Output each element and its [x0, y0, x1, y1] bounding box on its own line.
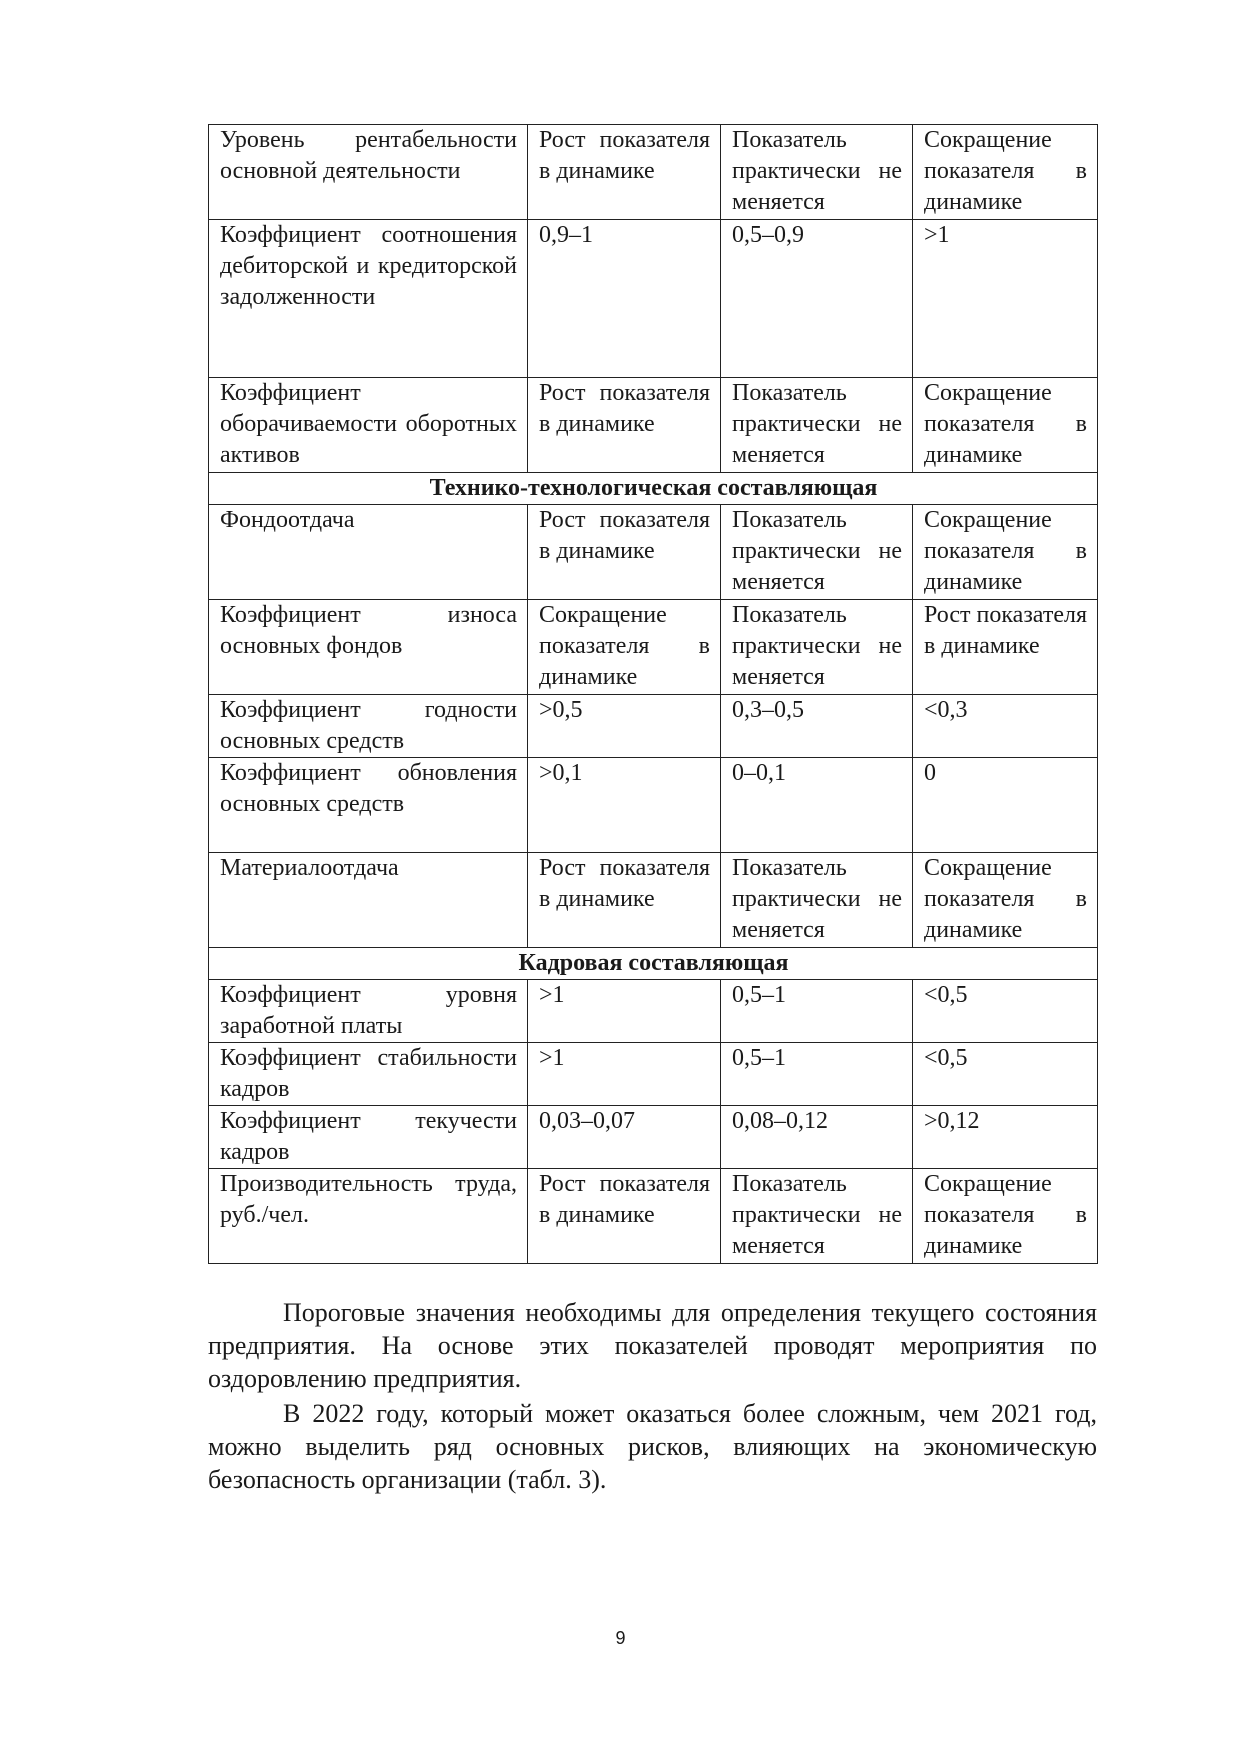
threshold-precrisis: 0,5–1 — [721, 1043, 913, 1106]
indicator-name: Фондоотдача — [209, 505, 528, 600]
threshold-crisis: 0 — [913, 758, 1098, 853]
threshold-normal: >0,1 — [528, 758, 721, 853]
body-paragraph: В 2022 году, который может оказаться более сложным, чем 2021 год, можно выделить ряд основных рисков, влияющих на экономическую безопасность организации (табл. 3). — [208, 1399, 1097, 1494]
threshold-precrisis: Показатель практически не меняется — [721, 853, 913, 948]
indicator-name: Коэффициент износа основных фондов — [209, 600, 528, 695]
threshold-precrisis: 0,5–0,9 — [721, 220, 913, 378]
threshold-crisis: Сокращение показателя в динамике — [913, 853, 1098, 948]
threshold-precrisis: 0,08–0,12 — [721, 1106, 913, 1169]
table-row — [209, 853, 1098, 948]
table-row — [209, 378, 1098, 473]
threshold-normal: Сокращение показателя в динамике — [528, 600, 721, 695]
threshold-normal: Рост показателя в динамике — [528, 378, 721, 473]
threshold-precrisis: Показатель практически не меняется — [721, 600, 913, 695]
threshold-normal: Рост показателя в динамике — [528, 853, 721, 948]
threshold-crisis: <0,5 — [913, 980, 1098, 1043]
section-row — [209, 473, 1098, 505]
table-row — [209, 758, 1098, 853]
indicator-name: Коэффициент стабильности кадров — [209, 1043, 528, 1106]
table-row — [209, 695, 1098, 758]
threshold-crisis: >1 — [913, 220, 1098, 378]
indicator-name: Материалоотдача — [209, 853, 528, 948]
body-paragraph: Пороговые значения необходимы для определения текущего состояния предприятия. На основе этих показателей проводят мероприятия по оздоровлению предприятия. — [208, 1298, 1097, 1393]
section-row — [209, 948, 1098, 980]
indicator-name: Коэффициент соотношения дебиторской и кредиторской задолженности — [209, 220, 528, 378]
threshold-crisis: Сокращение показателя в динамике — [913, 378, 1098, 473]
indicator-name: Коэффициент годности основных средств — [209, 695, 528, 758]
indicator-name: Коэффициент оборачиваемости оборотных активов — [209, 378, 528, 473]
threshold-crisis: <0,3 — [913, 695, 1098, 758]
threshold-precrisis: Показатель практически не меняется — [721, 505, 913, 600]
threshold-normal: >0,5 — [528, 695, 721, 758]
section-heading: Технико-технологическая составляющая — [209, 473, 1098, 505]
threshold-crisis: <0,5 — [913, 1043, 1098, 1106]
indicator-name: Уровень рентабельности основной деятельности — [209, 125, 528, 220]
page-number: 9 — [615, 1628, 626, 1648]
threshold-precrisis: Показатель практически не меняется — [721, 378, 913, 473]
table-row — [209, 1106, 1098, 1169]
table-row — [209, 980, 1098, 1043]
indicator-name: Коэффициент обновления основных средств — [209, 758, 528, 853]
threshold-crisis: Сокращение показателя в динамике — [913, 1169, 1098, 1264]
indicator-name: Коэффициент уровня заработной платы — [209, 980, 528, 1043]
threshold-normal: >1 — [528, 1043, 721, 1106]
threshold-normal: Рост показателя в динамике — [528, 125, 721, 220]
table-row — [209, 505, 1098, 600]
indicator-name: Коэффициент текучести кадров — [209, 1106, 528, 1169]
threshold-normal: >1 — [528, 980, 721, 1043]
threshold-table — [208, 124, 1098, 1264]
threshold-crisis: >0,12 — [913, 1106, 1098, 1169]
threshold-normal: Рост показателя в динамике — [528, 1169, 721, 1264]
threshold-precrisis: 0,5–1 — [721, 980, 913, 1043]
threshold-crisis: Сокращение показателя в динамике — [913, 505, 1098, 600]
threshold-crisis: Рост показателя в динамике — [913, 600, 1098, 695]
threshold-precrisis: Показатель практически не меняется — [721, 1169, 913, 1264]
threshold-normal: Рост показателя в динамике — [528, 505, 721, 600]
table-row — [209, 1169, 1098, 1264]
threshold-crisis: Сокращение показателя в динамике — [913, 125, 1098, 220]
table-row — [209, 600, 1098, 695]
table-row — [209, 220, 1098, 378]
threshold-normal: 0,9–1 — [528, 220, 721, 378]
indicator-name: Производительность труда, руб./чел. — [209, 1169, 528, 1264]
section-heading: Кадровая составляющая — [209, 948, 1098, 980]
table-row — [209, 1043, 1098, 1106]
table-row — [209, 125, 1098, 220]
threshold-normal: 0,03–0,07 — [528, 1106, 721, 1169]
threshold-precrisis: 0,3–0,5 — [721, 695, 913, 758]
threshold-precrisis: 0–0,1 — [721, 758, 913, 853]
threshold-precrisis: Показатель практически не меняется — [721, 125, 913, 220]
